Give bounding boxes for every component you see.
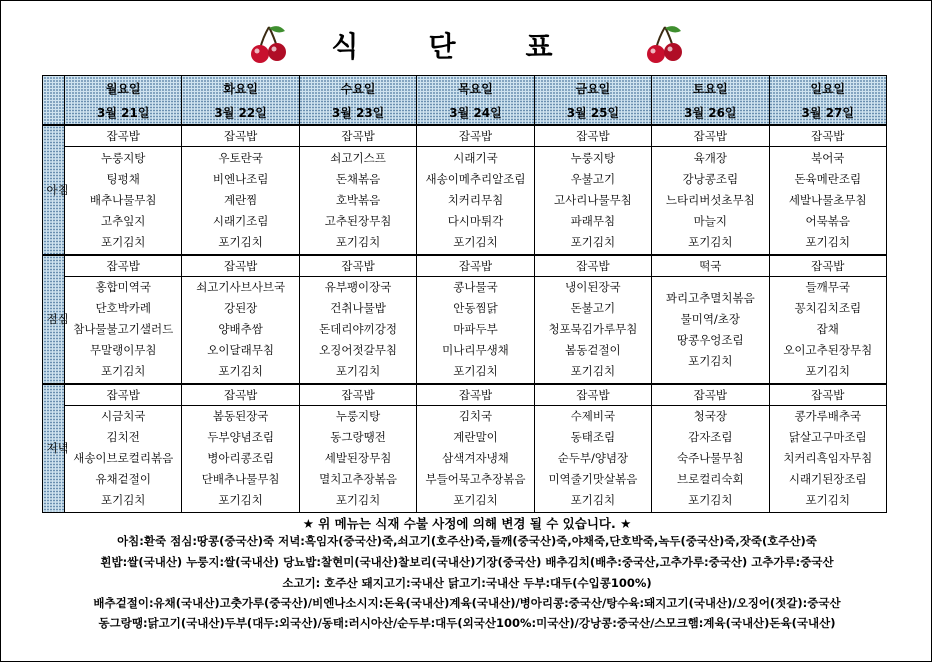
dish-item: 멸치고추장볶음 — [319, 472, 397, 487]
dish-item: 청포묵김가루무침 — [548, 322, 638, 337]
dish-list — [417, 406, 533, 511]
dish-list — [182, 406, 298, 511]
dish-item: 참나물불고기샐러드 — [73, 322, 174, 337]
dish-item: 냉이된장국 — [565, 280, 621, 295]
dish-item: 강낭콩조림 — [682, 172, 739, 187]
day-header: 일요일 — [769, 76, 886, 101]
dish-item: 콩가루배추국 — [794, 409, 862, 424]
dish-item: 홍합미역국 — [95, 280, 151, 295]
dish-cell — [769, 147, 886, 255]
dish-item: 미나리무생채 — [442, 343, 509, 358]
dish-item: 북어국 — [811, 151, 845, 166]
dish-item: 강된장 — [223, 301, 258, 316]
rice-cell: 잡곡밥 — [182, 255, 299, 277]
dish-cell — [65, 147, 182, 255]
dish-list — [535, 277, 651, 382]
dish-item: 단호박카레 — [95, 301, 151, 316]
dish-item: 고사리나물무침 — [554, 193, 632, 208]
dish-list — [535, 148, 651, 253]
dish-cell — [534, 147, 651, 255]
dish-list — [65, 148, 181, 253]
rice-cell: 잡곡밥 — [534, 255, 651, 277]
dish-item: 청국장 — [693, 409, 727, 424]
dish-item: 치커리흑임자무침 — [783, 451, 873, 466]
date-header: 3월 25일 — [534, 100, 651, 125]
dish-item: 단배추나물무침 — [201, 472, 280, 487]
dish-cell — [65, 276, 182, 384]
date-header: 3월 26일 — [652, 100, 769, 125]
dish-cell — [652, 147, 769, 255]
dish-item: 마늘지 — [693, 214, 727, 229]
meal-rice-row — [43, 255, 887, 277]
origin-line: 아침:환죽 점심:땅콩(중국산)죽 저녁:흑임자(중국산)죽,쇠고기(호주산)죽,들깨(중국산)죽,야채죽,단호박죽,녹두(중국산)죽,잣죽(호주산)죽 — [117, 534, 817, 548]
dish-item: 김치전 — [106, 430, 140, 445]
day-header: 목요일 — [417, 76, 534, 101]
dish-item: 고추된장무침 — [324, 214, 392, 229]
dish-cell — [534, 276, 651, 384]
dish-list — [652, 148, 768, 253]
dish-item: 파래무침 — [570, 214, 616, 229]
dish-item: 마파두부 — [453, 322, 498, 337]
dish-list — [535, 406, 651, 511]
dish-item: 우불고기 — [570, 172, 616, 187]
origin-line: 흰밥:쌀(국내산) 누룽지:쌀(국내산) 당뇨밥:찰현미(국내산)찰보리(국내산)기장(중국산) 배추김치(배추:중국산,고추가루:중국산) 고추가루:중국산 — [100, 555, 834, 569]
dish-item: 포기김치 — [218, 364, 263, 379]
dish-item: 미역줄기맛살볶음 — [548, 472, 638, 487]
dish-cell — [769, 405, 886, 512]
dish-item: 시래기된장조림 — [788, 472, 867, 487]
day-header: 토요일 — [652, 76, 769, 101]
date-header: 3월 21일 — [65, 100, 182, 125]
dish-item: 수제비국 — [570, 409, 616, 424]
dish-item: 포기김치 — [335, 235, 381, 250]
dish-list — [417, 148, 533, 253]
dish-list — [417, 277, 533, 382]
origin-line: 배추겉절이:유채(국내산)고춧가루(중국산)/비엔나소시지:돈육(국내산)계육(국내산)/병아리콩:중국산/탕수육:돼지고기(국내산)/오징어(젓갈):중국산 — [93, 596, 841, 610]
dish-item: 꽈리고추멸치볶음 — [665, 290, 755, 305]
date-header: 3월 24일 — [417, 100, 534, 125]
dish-item: 계란찜 — [223, 193, 258, 208]
dish-item: 봄동겉절이 — [565, 343, 621, 358]
dish-item: 육개장 — [693, 151, 727, 166]
dish-item: 느타리버섯초무침 — [665, 193, 755, 208]
dish-item: 포기김치 — [805, 235, 850, 250]
date-header: 3월 23일 — [299, 100, 416, 125]
dish-list — [300, 277, 416, 382]
dish-cell — [299, 147, 416, 255]
dish-item: 시래기조림 — [212, 214, 269, 229]
meal-label — [43, 255, 69, 384]
dish-item: 포기김치 — [218, 235, 263, 250]
dish-item: 고추잎지 — [100, 214, 146, 229]
dish-item: 포기김치 — [335, 364, 381, 379]
dish-item: 유부팽이장국 — [324, 280, 392, 295]
dish-cell — [769, 276, 886, 384]
rice-cell: 잡곡밥 — [769, 125, 886, 147]
dish-item: 돈불고기 — [570, 301, 616, 316]
dish-item: 비엔나조림 — [212, 172, 269, 187]
dish-item: 포기김치 — [688, 493, 733, 508]
meal-rice-row — [43, 384, 887, 406]
dish-item: 숙주나물무침 — [676, 451, 744, 466]
rice-cell: 잡곡밥 — [417, 384, 534, 406]
rice-cell: 잡곡밥 — [417, 255, 534, 277]
rice-cell: 잡곡밥 — [299, 125, 416, 147]
meal-label-text: 점심 — [46, 312, 69, 327]
dish-item: 배추나물무침 — [89, 193, 157, 208]
dish-cell — [417, 276, 534, 384]
rice-cell: 떡국 — [652, 255, 769, 277]
dish-item: 무말랭이무침 — [89, 343, 157, 358]
dish-item: 쇠고기사브사브국 — [196, 280, 286, 295]
corner-cell — [43, 76, 65, 126]
day-header: 금요일 — [534, 76, 651, 101]
dish-item: 포기김치 — [688, 235, 733, 250]
dish-item: 쇠고기스프 — [330, 151, 386, 166]
dish-list — [652, 288, 768, 372]
dish-item: 닭살고구마조림 — [788, 430, 867, 445]
dish-cell — [417, 405, 534, 512]
header-row-date — [43, 100, 887, 125]
dish-list — [182, 277, 298, 382]
dish-item: 삼색겨자냉채 — [442, 451, 509, 466]
cherry-icon — [247, 23, 291, 67]
dish-cell — [182, 147, 299, 255]
dish-item: 돈데리야끼강정 — [319, 322, 397, 337]
dish-item: 포기김치 — [335, 493, 381, 508]
dish-item: 시래기국 — [453, 151, 498, 166]
dish-item: 팅펑채 — [106, 172, 140, 187]
rice-cell: 잡곡밥 — [65, 384, 182, 406]
dish-item: 치커리무침 — [447, 193, 504, 208]
dish-cell — [299, 405, 416, 512]
cherry-icon — [643, 23, 687, 67]
dish-item: 어묵볶음 — [805, 214, 850, 229]
dish-item: 돈육메란조림 — [794, 172, 862, 187]
dish-item: 포기김치 — [688, 353, 733, 368]
dish-item: 김치국 — [458, 409, 493, 424]
dish-item: 브로컬리숙회 — [676, 472, 744, 487]
dish-item: 다시마튀각 — [447, 214, 504, 229]
dish-item: 오징어젓갈무침 — [319, 343, 397, 358]
dish-item: 누룽지탕 — [100, 151, 146, 166]
dish-list — [770, 277, 886, 382]
dish-item: 누룽지탕 — [335, 409, 381, 424]
header-row-day — [43, 76, 887, 101]
meal-label — [43, 384, 69, 513]
dish-item: 포기김치 — [453, 493, 498, 508]
dish-item: 돈채볶음 — [335, 172, 381, 187]
dish-item: 포기김치 — [570, 235, 616, 250]
dish-item: 콩나물국 — [453, 280, 498, 295]
dish-item: 포기김치 — [453, 235, 498, 250]
rice-cell: 잡곡밥 — [652, 384, 769, 406]
rice-cell: 잡곡밥 — [299, 384, 416, 406]
dish-list — [770, 148, 886, 253]
dish-item: 세발된장무침 — [324, 451, 392, 466]
dish-cell — [417, 147, 534, 255]
rice-cell: 잡곡밥 — [417, 125, 534, 147]
dish-item: 꽁치김치조림 — [794, 301, 862, 316]
dish-item: 포기김치 — [805, 493, 850, 508]
dish-list — [300, 148, 416, 253]
rice-cell: 잡곡밥 — [534, 384, 651, 406]
dish-item: 포기김치 — [453, 364, 498, 379]
dish-list — [65, 406, 181, 511]
dish-item: 잡채 — [816, 322, 839, 337]
dish-item: 유채겉절이 — [95, 472, 151, 487]
dish-item: 호박볶음 — [335, 193, 381, 208]
dish-item: 계란말이 — [453, 430, 498, 445]
meal-label-text: 아침 — [46, 183, 69, 198]
dish-item: 땅콩우엉조림 — [676, 332, 744, 347]
rice-cell: 잡곡밥 — [652, 125, 769, 147]
dish-list — [652, 406, 768, 511]
dish-item: 포기김치 — [570, 364, 616, 379]
rice-cell: 잡곡밥 — [534, 125, 651, 147]
dish-list — [300, 406, 416, 511]
rice-cell: 잡곡밥 — [769, 255, 886, 277]
dish-item: 물미역/초장 — [680, 311, 741, 326]
dish-item: 포기김치 — [218, 493, 263, 508]
dish-cell — [652, 276, 769, 384]
dish-list — [770, 406, 886, 511]
dish-item: 포기김치 — [570, 493, 616, 508]
dish-item: 안동찜닭 — [453, 301, 498, 316]
meal-dishes-row — [43, 147, 887, 255]
dish-list — [182, 148, 298, 253]
dish-item: 동그랑땡전 — [330, 430, 386, 445]
dish-item: 병아리콩조림 — [207, 451, 274, 466]
menu-table — [42, 75, 887, 513]
dish-cell — [65, 405, 182, 512]
day-header: 월요일 — [65, 76, 182, 101]
dish-item: 포기김치 — [100, 493, 146, 508]
day-header: 화요일 — [182, 76, 299, 101]
dish-item: 세발나물초무침 — [788, 193, 867, 208]
dish-item: 감자조림 — [688, 430, 733, 445]
dish-item: 오이달래무침 — [207, 343, 274, 358]
dish-item: 포기김치 — [100, 364, 146, 379]
origin-line: 소고기: 호주산 돼지고기:국내산 닭고기:국내산 두부:대두(수입콩100%) — [282, 576, 652, 590]
meal-rice-row — [43, 125, 887, 147]
dish-item: 새송이브로컬리볶음 — [73, 451, 174, 466]
dish-item: 두부양념조림 — [207, 430, 274, 445]
change-notice: ★ 위 메뉴는 식재 수불 사정에 의해 변경 될 수 있습니다. ★ — [302, 516, 632, 531]
dish-cell — [534, 405, 651, 512]
meal-dishes-row — [43, 405, 887, 512]
dish-item: 들깨무국 — [805, 280, 850, 295]
dish-list — [65, 277, 181, 382]
dish-item: 새송이메추리알조림 — [425, 172, 526, 187]
dish-item: 포기김치 — [805, 364, 850, 379]
dish-item: 양배추쌈 — [218, 322, 263, 337]
meal-label — [43, 125, 69, 254]
dish-item: 오이고추된장무침 — [783, 343, 873, 358]
dish-item: 부들어묵고추장볶음 — [425, 472, 526, 487]
dish-item: 봄동된장국 — [212, 409, 269, 424]
rice-cell: 잡곡밥 — [65, 255, 182, 277]
dish-item: 포기김치 — [100, 235, 146, 250]
date-header: 3월 27일 — [769, 100, 886, 125]
page-title: 식단표 — [331, 30, 623, 63]
rice-cell: 잡곡밥 — [182, 125, 299, 147]
rice-cell: 잡곡밥 — [65, 125, 182, 147]
dish-cell — [182, 276, 299, 384]
title-row — [1, 23, 933, 67]
rice-cell: 잡곡밥 — [182, 384, 299, 406]
rice-cell: 잡곡밥 — [299, 255, 416, 277]
dish-cell — [182, 405, 299, 512]
origin-line: 동그랑땡:닭고기(국내산)두부(대두:외국산)/동태:러시아산/순두부:대두(외국산100%:미국산)/강낭콩:중국산/스모크햄:계육(국내산)돈육(국내산) — [98, 616, 836, 630]
dish-cell — [299, 276, 416, 384]
meal-label-text: 저녁 — [46, 441, 69, 456]
day-header: 수요일 — [299, 76, 416, 101]
dish-item: 순두부/양념장 — [557, 451, 629, 466]
dish-item: 누룽지탕 — [570, 151, 616, 166]
dish-cell — [652, 405, 769, 512]
rice-cell: 잡곡밥 — [769, 384, 886, 406]
meal-dishes-row — [43, 276, 887, 384]
date-header: 3월 22일 — [182, 100, 299, 125]
dish-item: 건취나물밥 — [330, 301, 386, 316]
dish-item: 시금치국 — [100, 409, 146, 424]
dish-item: 우토란국 — [218, 151, 263, 166]
dish-item: 동태조림 — [570, 430, 616, 445]
